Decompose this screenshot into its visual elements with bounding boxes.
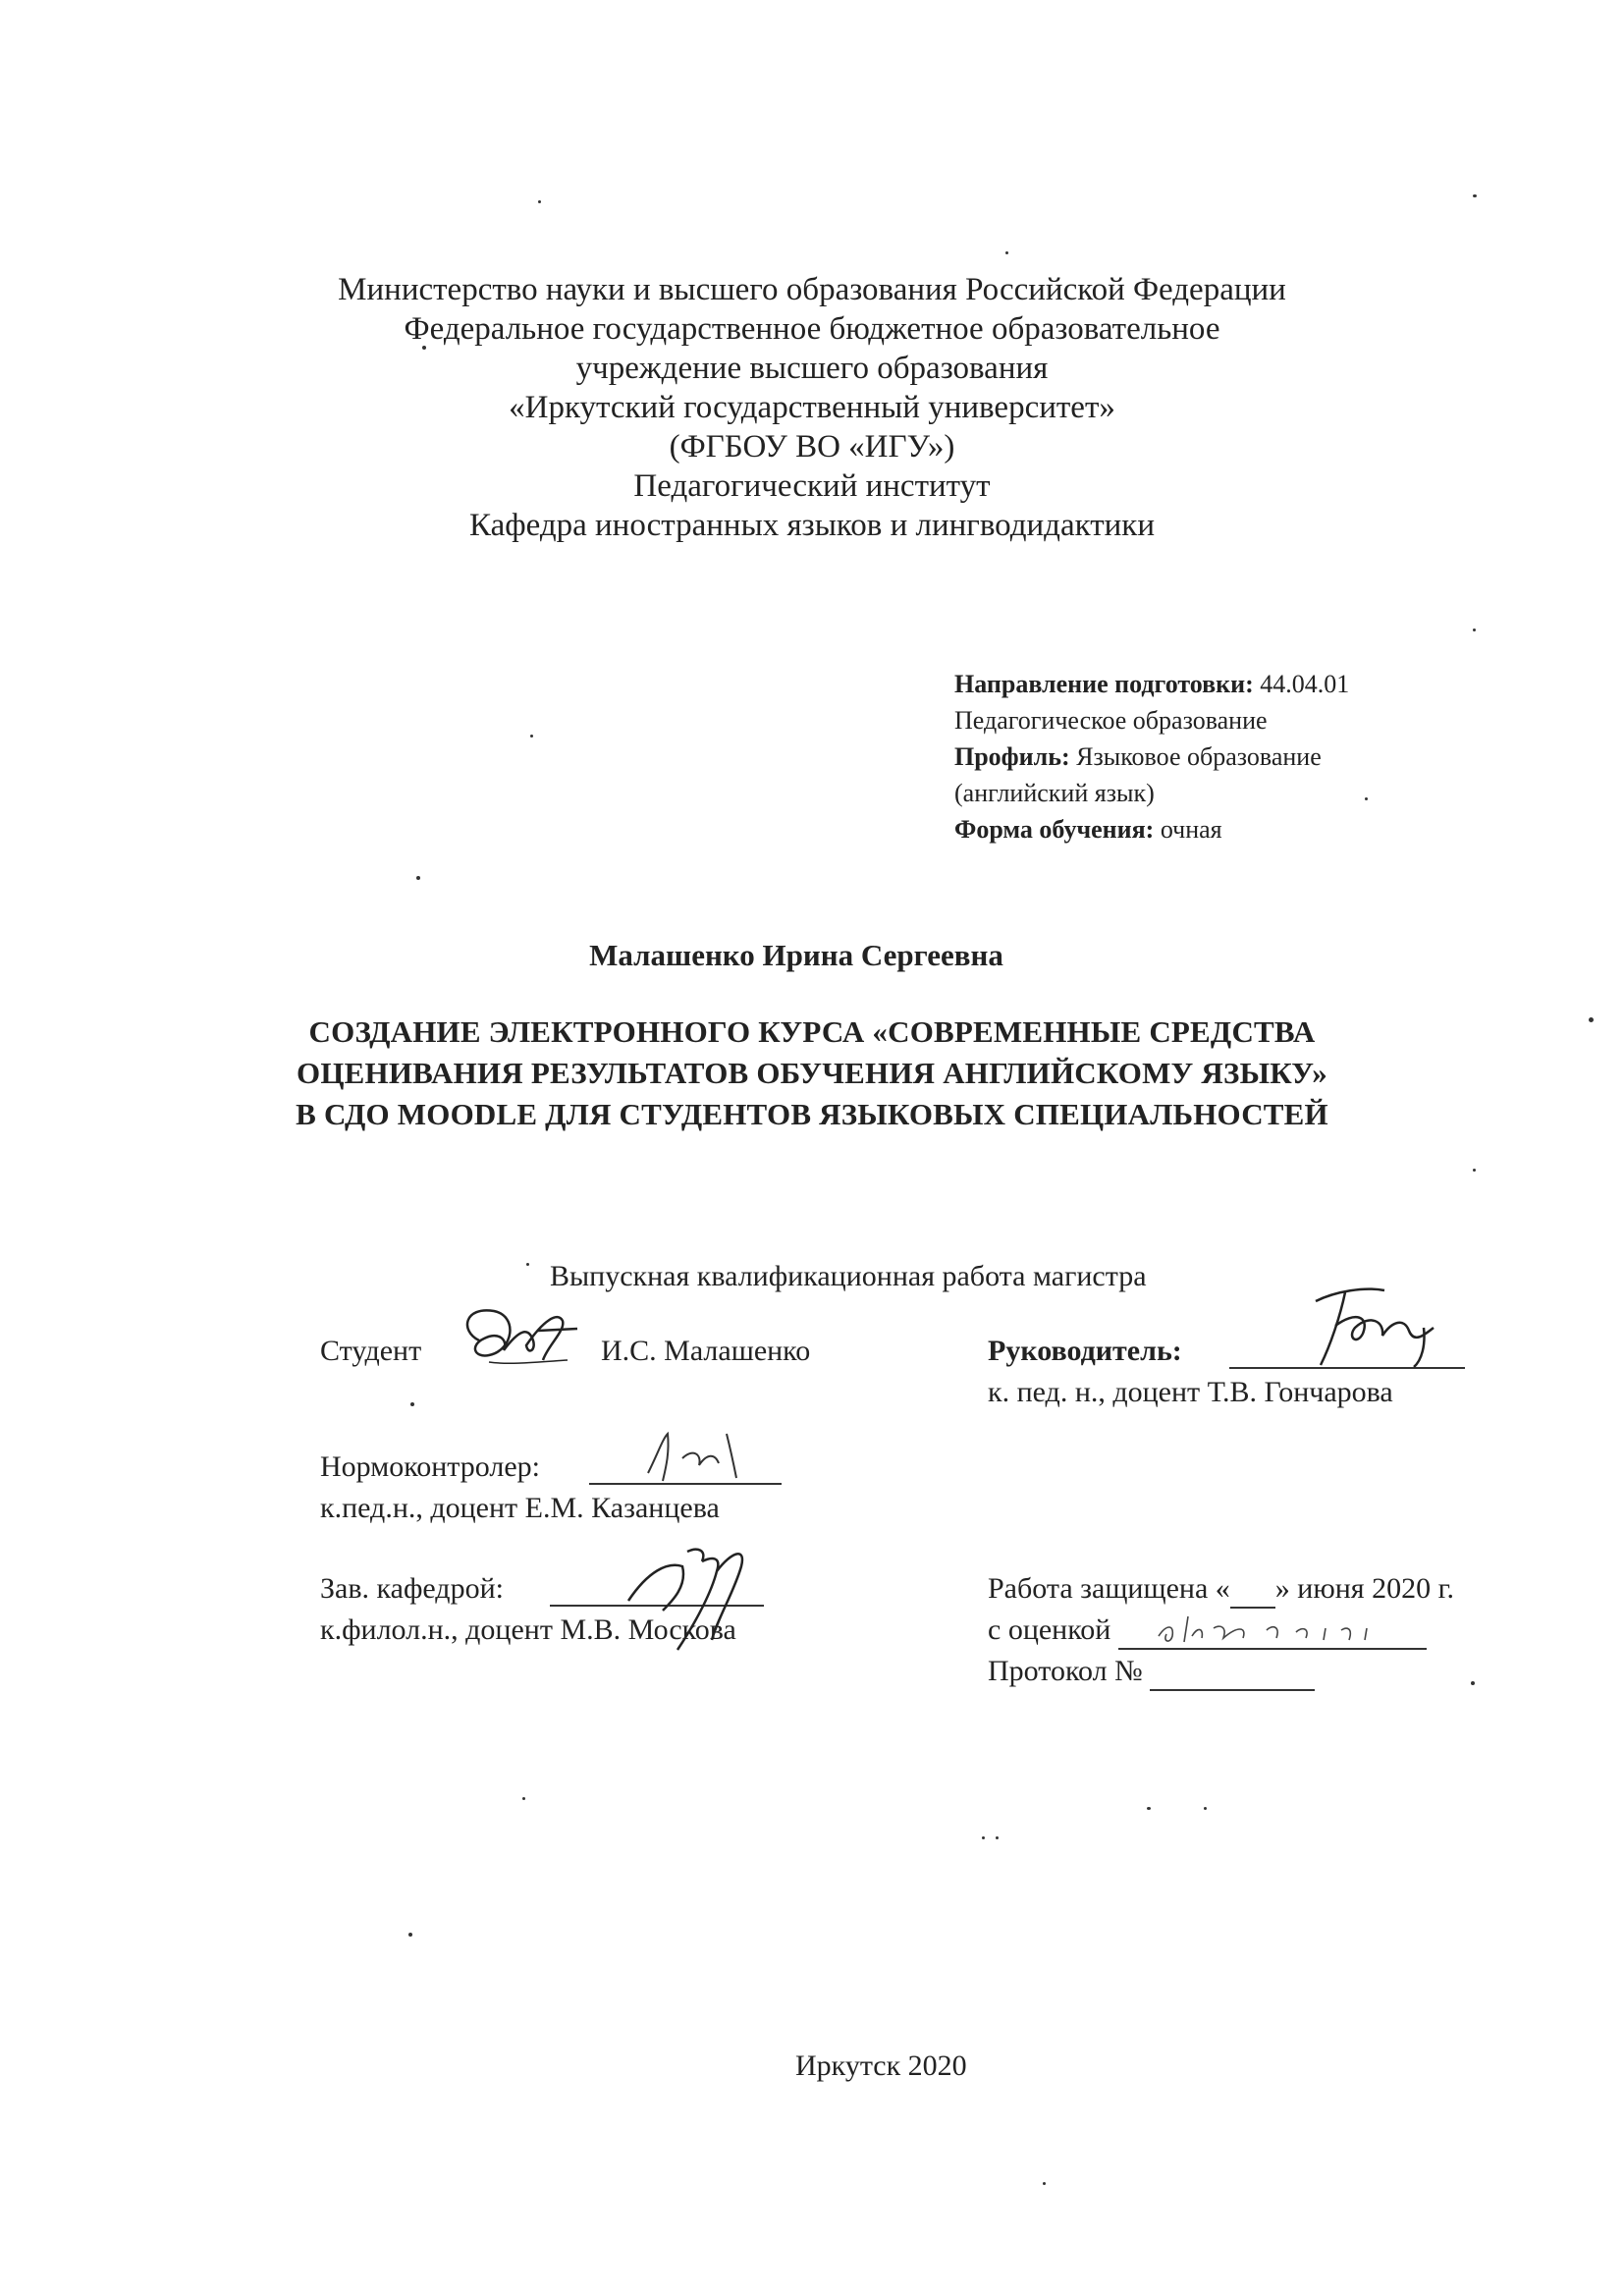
form-label: Форма обучения:	[954, 815, 1155, 844]
header-ministry: Министерство науки и высшего образования Российской Федерации	[338, 272, 1286, 307]
header-institute: Педагогический институт	[633, 468, 991, 504]
supervisor-name: к. пед. н., доцент Т.В. Гончарова	[988, 1376, 1393, 1408]
direction-code: 44.04.01	[1260, 670, 1350, 698]
profile-value: Языковое образование	[1076, 742, 1322, 771]
header-abbreviation: (ФГБОУ ВО «ИГУ»)	[669, 429, 955, 465]
normcontrol-name: к.пед.н., доцент Е.М. Казанцева	[320, 1492, 720, 1524]
direction-label: Направление подготовки:	[954, 670, 1254, 698]
protocol-line	[988, 1654, 1315, 1691]
profile-value-cont: (английский язык)	[954, 779, 1155, 807]
student-label: Студент	[320, 1335, 422, 1367]
student-signature	[450, 1301, 607, 1380]
form-value: очная	[1160, 815, 1222, 844]
supervisor-signature	[1276, 1277, 1463, 1375]
protocol-label: Протокол №	[988, 1655, 1143, 1687]
normcontrol-label: Нормоконтролер:	[320, 1450, 541, 1483]
defense-date-line	[988, 1571, 1454, 1609]
head-name: к.филол.н., доцент М.В. Москова	[320, 1613, 736, 1646]
header-federal: Федеральное государственное бюджетное образовательное	[404, 311, 1220, 347]
defended-suffix: » июня 2020 г.	[1274, 1572, 1455, 1605]
normcontrol-signature	[609, 1414, 785, 1493]
institution-header	[0, 270, 1624, 545]
defended-prefix: Работа защищена «	[988, 1572, 1230, 1605]
scan-speck	[410, 1402, 414, 1406]
city-year: Иркутск 2020	[795, 2050, 967, 2082]
title-line-2: ОЦЕНИВАНИЯ РЕЗУЛЬТАТОВ ОБУЧЕНИЯ АНГЛИЙСКОМУ ЯЗЫКУ»	[297, 1056, 1327, 1090]
scan-speck	[522, 1797, 525, 1800]
scan-speck	[1043, 2182, 1046, 2185]
scan-speck	[526, 1263, 529, 1266]
grade-handwriting	[1149, 1607, 1443, 1652]
scan-speck	[538, 200, 541, 203]
profile-label: Профиль:	[954, 742, 1070, 771]
scan-speck	[1473, 629, 1476, 631]
defense-day-blank	[1230, 1571, 1275, 1609]
grade-label: с оценкой	[988, 1613, 1111, 1646]
program-info	[954, 666, 1504, 847]
title-line-3: В СДО MOODLE ДЛЯ СТУДЕНТОВ ЯЗЫКОВЫХ СПЕЦИАЛЬНОСТЕЙ	[296, 1097, 1328, 1131]
scan-speck	[1147, 1807, 1151, 1810]
header-university: «Иркутский государственный университет»	[509, 390, 1115, 425]
thesis-title	[0, 1011, 1624, 1135]
header-department: Кафедра иностранных языков и лингводидактики	[469, 508, 1155, 543]
scan-speck	[982, 1836, 985, 1839]
scan-speck	[416, 876, 420, 880]
scan-speck	[996, 1836, 999, 1839]
scan-speck	[530, 735, 533, 738]
scan-speck	[1473, 1169, 1476, 1172]
scan-speck	[408, 1933, 412, 1937]
head-label: Зав. кафедрой:	[320, 1572, 504, 1605]
student-name: И.С. Малашенко	[601, 1335, 811, 1367]
protocol-blank	[1150, 1654, 1315, 1691]
scan-speck	[1473, 194, 1477, 197]
scan-speck	[1005, 251, 1008, 254]
work-type: Выпускная квалификационная работа магистра	[550, 1260, 1147, 1292]
scan-speck	[1471, 1681, 1475, 1685]
scan-speck	[1204, 1807, 1207, 1810]
header-institution-type: учреждение высшего образования	[575, 351, 1049, 386]
supervisor-label: Руководитель:	[988, 1335, 1182, 1367]
author-name: Малашенко Ирина Сергеевна	[589, 938, 1003, 972]
title-line-1: СОЗДАНИЕ ЭЛЕКТРОННОГО КУРСА «СОВРЕМЕННЫЕ СРЕДСТВА	[308, 1014, 1316, 1049]
direction-name: Педагогическое образование	[954, 706, 1268, 735]
